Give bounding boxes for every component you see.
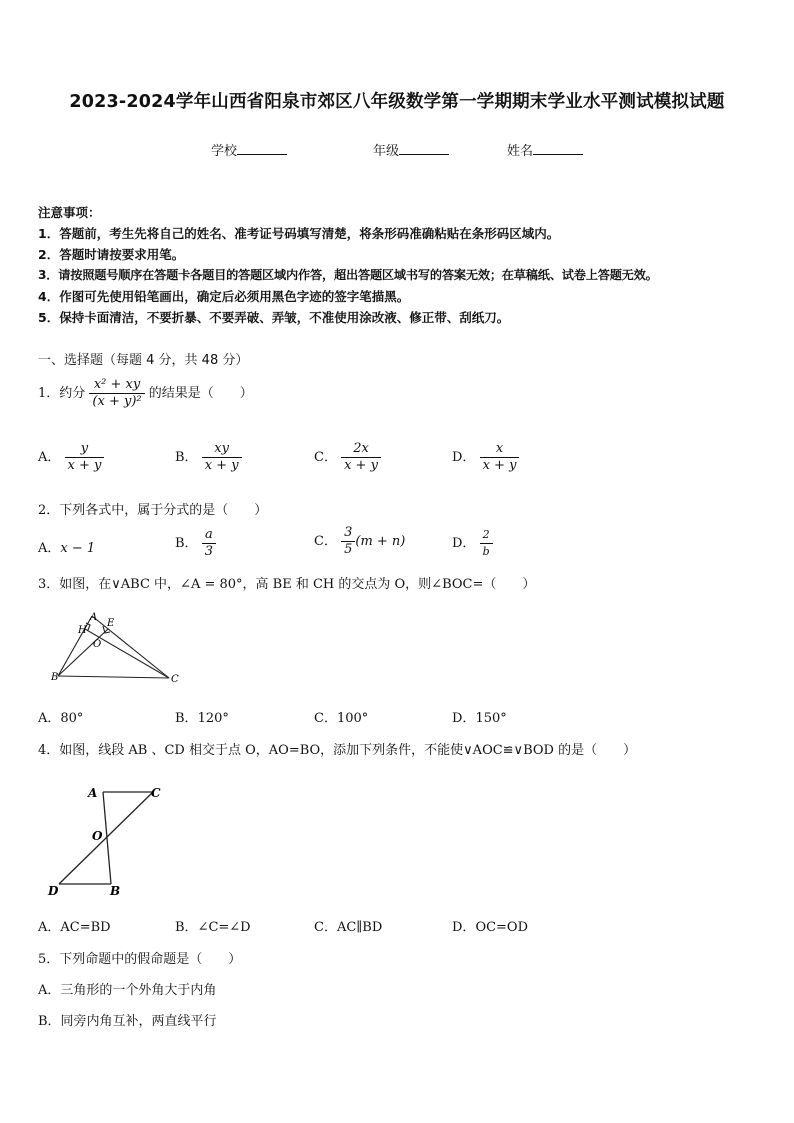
option-label: B． (175, 711, 198, 726)
notice-item: 3．请按照题号顺序在答题卡各题目的答题区域内作答，超出答题区域书写的答案无效；在草稿纸、试卷上答题无效。 (38, 268, 658, 282)
q4-option-a[interactable] (38, 916, 111, 935)
q4-figure (45, 780, 175, 900)
q1-numerator: x² + xy (89, 377, 144, 394)
q4-option-c[interactable] (314, 916, 382, 935)
option-label: D． (452, 450, 476, 465)
option-numerator: 2 (480, 527, 493, 544)
q2-option-d[interactable] (452, 527, 493, 560)
option-label: C． (314, 534, 337, 549)
option-numerator: 3 (341, 525, 355, 542)
q1-option-c[interactable] (314, 441, 381, 474)
label-c: C (151, 786, 161, 800)
line-ab (58, 616, 92, 676)
line-cd (59, 792, 153, 884)
option-denominator: x + y (344, 458, 378, 473)
option-numerator: 2x (341, 441, 381, 458)
option-label: A． (38, 541, 61, 556)
label-o: O (92, 829, 103, 843)
option-denominator: 3 (204, 544, 213, 559)
name-label: 姓名 (507, 144, 534, 159)
q1-option-a[interactable] (38, 441, 104, 474)
notice-item: 2．答题时请按要求用笔。 (38, 247, 185, 262)
option-text: x − 1 (60, 541, 96, 556)
option-numerator: a (202, 527, 216, 544)
option-text: 100° (336, 711, 369, 726)
school-blank (237, 142, 287, 155)
label-c: C (171, 674, 179, 685)
q3-option-b[interactable] (175, 707, 229, 726)
q1-fraction (89, 377, 144, 410)
grade-label: 年级 (373, 144, 400, 159)
label-b: B (51, 672, 59, 683)
q1-suffix: 的结果是（ ） (148, 386, 253, 401)
option-label: B． (175, 920, 198, 935)
q3-triangle-figure (45, 608, 185, 688)
q4-option-d[interactable] (452, 916, 528, 935)
question-3: 3．如图，在∨ABC 中，∠A = 80°，高 BE 和 CH 的交点为 O，则∠BOC=（ ） (38, 577, 536, 592)
label-d: D (48, 884, 59, 898)
q3-option-c[interactable] (314, 707, 368, 726)
option-label: C． (314, 450, 337, 465)
school-field (211, 140, 287, 159)
notice-item: 5．保持卡面清洁，不要折暴、不要弄破、弄皱，不准使用涂改液、修正带、刮纸刀。 (38, 310, 510, 325)
option-text: AC∥BD (336, 920, 383, 935)
line-ab (103, 792, 111, 884)
option-label: D． (452, 711, 476, 726)
q5-option-a[interactable]: A．三角形的一个外角大于内角 (38, 983, 217, 998)
q3-option-d[interactable] (452, 707, 507, 726)
name-blank (533, 142, 583, 155)
line-be (58, 629, 108, 676)
q2-option-c[interactable] (314, 525, 405, 558)
option-label: C． (314, 711, 337, 726)
option-label: A． (38, 920, 61, 935)
option-text: OC=OD (475, 920, 529, 935)
q1-option-d[interactable] (452, 441, 519, 474)
line-bc (58, 676, 169, 678)
option-label: C． (314, 920, 337, 935)
option-label: A． (38, 450, 61, 465)
q2-option-a[interactable] (38, 537, 95, 556)
option-label: A． (38, 711, 61, 726)
line-ac (92, 616, 169, 678)
option-denominator: x + y (204, 458, 239, 473)
option-tail: (m + n) (355, 534, 406, 549)
notice-heading: 注意事项： (38, 205, 101, 220)
option-text: 120° (197, 711, 229, 726)
grade-field (373, 140, 449, 159)
question-2: 2．下列各式中，属于分式的是（ ） (38, 503, 268, 518)
option-denominator: x + y (67, 458, 102, 473)
option-label: B． (175, 536, 198, 551)
q1-option-b[interactable] (175, 441, 242, 474)
option-denominator: b (482, 545, 490, 558)
question-5: 5．下列命题中的假命题是（ ） (38, 952, 242, 967)
label-o: O (93, 639, 102, 650)
q3-option-a[interactable] (38, 707, 83, 726)
option-label: D． (452, 536, 476, 551)
q1-denominator: (x + y)² (92, 394, 142, 409)
option-numerator: y (65, 441, 105, 458)
line-ch (85, 629, 169, 678)
q4-option-b[interactable] (175, 916, 251, 935)
option-text: AC=BD (60, 920, 111, 935)
label-b: B (110, 884, 121, 898)
option-label: B． (175, 450, 198, 465)
school-label: 学校 (211, 144, 238, 159)
notice-item: 1．答题前，考生先将自己的姓名、准考证号码填写清楚，将条形码准确粘贴在条形码区域内。 (38, 226, 560, 241)
q5-option-b[interactable]: B．同旁内角互补，两直线平行 (38, 1014, 217, 1029)
grade-blank (399, 142, 449, 155)
question-4: 4．如图，线段 AB 、CD 相交于点 O，AO=BO，添加下列条件，不能使∨AOC≌∨BOD 的是（ ） (38, 743, 637, 758)
option-text: 80° (60, 711, 84, 726)
option-text: ∠C=∠D (197, 920, 251, 935)
option-numerator: xy (202, 441, 242, 458)
question-1 (38, 377, 253, 410)
page-title: 2023-2024学年山西省阳泉市郊区八年级数学第一学期期末学业水平测试模拟试题 (69, 92, 725, 112)
option-text: 150° (475, 711, 507, 726)
section-heading: 一、选择题（每题 4 分，共 48 分） (38, 353, 249, 368)
q1-prefix: 1．约分 (38, 386, 86, 401)
name-field (507, 140, 583, 159)
q2-option-b[interactable] (175, 527, 216, 560)
label-e: E (107, 618, 115, 629)
notice-item: 4．作图可先使用铅笔画出，确定后必须用黑色字迹的签字笔描黑。 (38, 289, 410, 304)
option-numerator: x (480, 441, 520, 458)
option-denominator: 5 (344, 542, 353, 557)
label-h: H (78, 625, 87, 636)
option-label: D． (452, 920, 476, 935)
label-a: A (88, 786, 98, 800)
option-denominator: x + y (482, 458, 517, 473)
label-a: A (90, 612, 98, 623)
